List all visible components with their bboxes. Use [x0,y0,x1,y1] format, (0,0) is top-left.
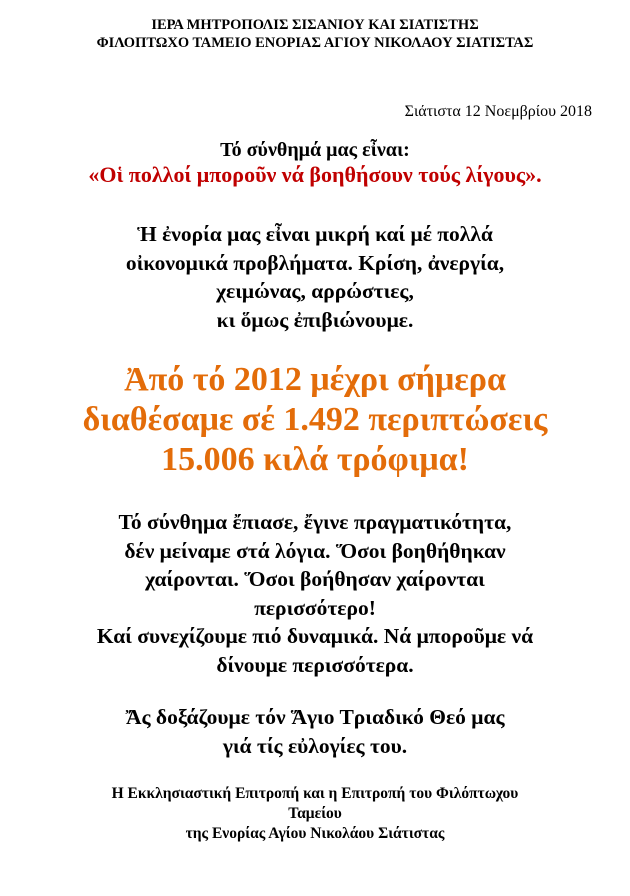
paragraph-line: χειμώνας, αρρώστιες, [216,279,414,304]
paragraph-line: Ἄς δοξάζουμε τόν Ἅγιο Τριαδικό Θεό μας [125,705,505,729]
document-date: Σιάτιστα 12 Νοεμβρίου 2018 [404,103,592,120]
signature-line: της Ενορίας Αγίου Νικολάου Σιάτιστας [185,825,445,842]
paragraph-line: Ἡ ἐνορία μας εἶναι μικρή καί μέ πολλά [137,222,493,246]
paragraph-line: οἰκονομικά προβλήματα. Κρίση, ἀνεργία, [125,250,505,275]
paragraph-line: γιά τίς εὐλογίες του. [222,734,408,758]
motto-text: «Οἱ πολλοί μποροῦν νά βοηθήσουν τούς λίγους». [88,162,542,187]
praise-paragraph [0,703,630,761]
paragraph-line: περισσότερο! [254,595,376,620]
motto-label: Τό σύνθημά μας εἶναι: [220,139,410,161]
paragraph-line: κι ὅμως ἐπιβιώνουμε. [216,308,414,333]
signature-line: Ταμείου [288,805,342,822]
metropolis-heading: ΙΕΡΑ ΜΗΤΡΟΠΟΛΙΣ ΣΙΣΑΝΙΟΥ ΚΑΙ ΣΙΑΤΙΣΤΗΣ [151,17,479,33]
paragraph-line: δίνουμε περισσότερα. [216,652,414,677]
paragraph-line: Καί συνεχίζουμε πιό δυναμικά. Νά μποροῦμε νά [96,624,534,648]
signature-block [0,784,630,844]
outcome-paragraph [0,508,630,679]
food-statistics-highlight [0,360,630,480]
fund-heading: ΦΙΛΟΠΤΩΧΟ ΤΑΜΕΙΟ ΕΝΟΡΙΑΣ ΑΓΙΟΥ ΝΙΚΟΛΑΟΥ ΣΙΑΤΙΣΤΑΣ [96,35,534,51]
parish-paragraph [0,220,630,335]
highlight-line: Ἀπό τό 2012 μέχρι σήμερα [124,361,506,398]
highlight-line: 15.006 κιλά τρόφιμα! [161,441,469,478]
paragraph-line: χαίρονται. Ὅσοι βοήθησαν χαίρονται [145,567,485,591]
paragraph-line: δέν μείναμε στά λόγια. Ὅσοι βοηθήθηκαν [124,538,506,563]
highlight-line: διαθέσαμε σέ 1.492 περιπτώσεις [82,401,548,438]
paragraph-line: Τό σύνθημα ἔπιασε, ἔγινε πραγματικότητα, [118,510,512,534]
signature-line: Η Εκκλησιαστική Επιτροπή και η Επιτροπή του Φιλόπτωχου [111,785,519,802]
